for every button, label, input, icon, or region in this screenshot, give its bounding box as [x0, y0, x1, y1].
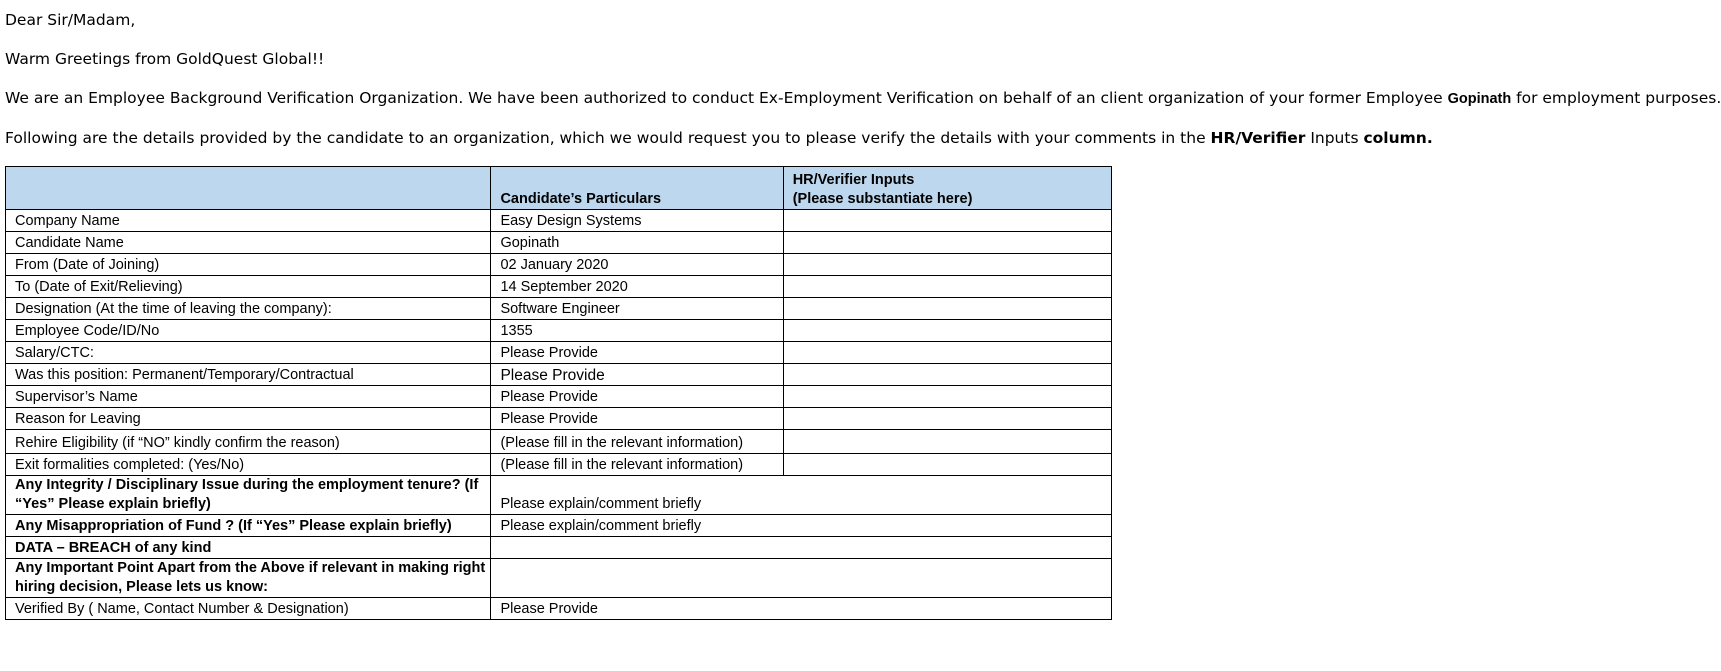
table-row — [6, 298, 1112, 320]
row-value: Gopinath — [491, 232, 783, 254]
row-label: Verified By ( Name, Contact Number & Designation) — [6, 598, 491, 620]
hr-input-cell[interactable] — [783, 298, 1111, 320]
row-label-line2: hiring decision, Please lets us know: — [15, 579, 269, 595]
hr-input-cell[interactable] — [783, 276, 1111, 298]
greeting: Warm Greetings from GoldQuest Global!! — [5, 50, 325, 68]
row-value: Please Provide — [491, 408, 783, 430]
row-label: Employee Code/ID/No — [6, 320, 491, 342]
table-row — [6, 254, 1112, 276]
row-label: Rehire Eligibility (if “NO” kindly confirm the reason) — [6, 430, 491, 454]
verification-table — [5, 166, 1112, 620]
row-label: Candidate Name — [6, 232, 491, 254]
row-comment-cell[interactable] — [491, 537, 1112, 559]
intro-paragraph — [5, 89, 1721, 107]
header-hr-line2: (Please substantiate here) — [792, 191, 973, 207]
table-row — [6, 537, 1112, 559]
table-row — [6, 210, 1112, 232]
row-label — [6, 476, 491, 515]
row-value: 14 September 2020 — [491, 276, 783, 298]
hr-input-cell[interactable] — [783, 210, 1111, 232]
table-row — [6, 559, 1112, 598]
row-label: Any Misappropriation of Fund ? (If “Yes” Please explain briefly) — [6, 515, 491, 537]
table-header-row — [6, 167, 1112, 210]
row-value: (Please fill in the relevant information) — [491, 430, 783, 454]
table-row — [6, 276, 1112, 298]
header-candidate-particulars: Candidate’s Particulars — [491, 167, 783, 210]
row-comment-cell[interactable]: Please Provide — [491, 598, 1112, 620]
table-row — [6, 320, 1112, 342]
request-paragraph — [5, 129, 1433, 147]
hr-input-cell[interactable] — [783, 454, 1111, 476]
hr-input-cell[interactable] — [783, 386, 1111, 408]
header-blank — [6, 167, 491, 210]
table-row — [6, 342, 1112, 364]
row-comment-cell[interactable]: Please explain/comment briefly — [491, 515, 1112, 537]
row-label-line1: Any Integrity / Disciplinary Issue during the employment tenure? (If — [15, 477, 479, 493]
table-row — [6, 364, 1112, 386]
request-text: Following are the details provided by the candidate to an organization, which we would request you to please verify the details with your comments in the — [5, 129, 1211, 147]
row-comment-cell[interactable] — [491, 559, 1112, 598]
hr-input-cell[interactable] — [783, 320, 1111, 342]
row-value: 1355 — [491, 320, 783, 342]
table-row — [6, 454, 1112, 476]
header-hr-line1: HR/Verifier Inputs — [792, 172, 915, 188]
header-hr-verifier-inputs — [783, 167, 1111, 210]
row-label: Was this position: Permanent/Temporary/Contractual — [6, 364, 491, 386]
table-row — [6, 515, 1112, 537]
row-label: Designation (At the time of leaving the company): — [6, 298, 491, 320]
row-label-line1: Any Important Point Apart from the Above if relevant in making right — [15, 560, 486, 576]
table-row — [6, 430, 1112, 454]
row-value: Please Provide — [491, 364, 783, 386]
row-value: Software Engineer — [491, 298, 783, 320]
row-label: Salary/CTC: — [6, 342, 491, 364]
row-label — [6, 559, 491, 598]
row-label: Reason for Leaving — [6, 408, 491, 430]
row-label: From (Date of Joining) — [6, 254, 491, 276]
intro-text: We are an Employee Background Verification Organization. We have been authorized to conduct Ex-Employment Verification on behalf of an client organization of your former Employee — [5, 89, 1448, 107]
row-label: Company Name — [6, 210, 491, 232]
table-row — [6, 598, 1112, 620]
hr-input-cell[interactable] — [783, 430, 1111, 454]
row-label-line2: “Yes” Please explain briefly) — [15, 496, 211, 512]
row-value: (Please fill in the relevant information) — [491, 454, 783, 476]
row-value: Please Provide — [491, 342, 783, 364]
hr-input-cell[interactable] — [783, 364, 1111, 386]
row-value: Please Provide — [491, 386, 783, 408]
table-row — [6, 476, 1112, 515]
intro-text-end: for employment purposes. — [1511, 89, 1721, 107]
row-label: To (Date of Exit/Relieving) — [6, 276, 491, 298]
row-label: DATA – BREACH of any kind — [6, 537, 491, 559]
row-value: Easy Design Systems — [491, 210, 783, 232]
row-value: 02 January 2020 — [491, 254, 783, 276]
row-label: Supervisor’s Name — [6, 386, 491, 408]
hr-input-cell[interactable] — [783, 254, 1111, 276]
request-inputs: Inputs — [1305, 129, 1364, 147]
salutation: Dear Sir/Madam, — [5, 11, 136, 29]
hr-input-cell[interactable] — [783, 342, 1111, 364]
hr-input-cell[interactable] — [783, 232, 1111, 254]
request-bold-column: column. — [1363, 129, 1433, 147]
candidate-name: Gopinath — [1447, 91, 1512, 107]
table-row — [6, 386, 1112, 408]
row-comment-cell[interactable]: Please explain/comment briefly — [491, 476, 1112, 515]
request-bold-hr: HR/Verifier — [1210, 129, 1306, 147]
table-row — [6, 408, 1112, 430]
row-label: Exit formalities completed: (Yes/No) — [6, 454, 491, 476]
hr-input-cell[interactable] — [783, 408, 1111, 430]
table-row — [6, 232, 1112, 254]
